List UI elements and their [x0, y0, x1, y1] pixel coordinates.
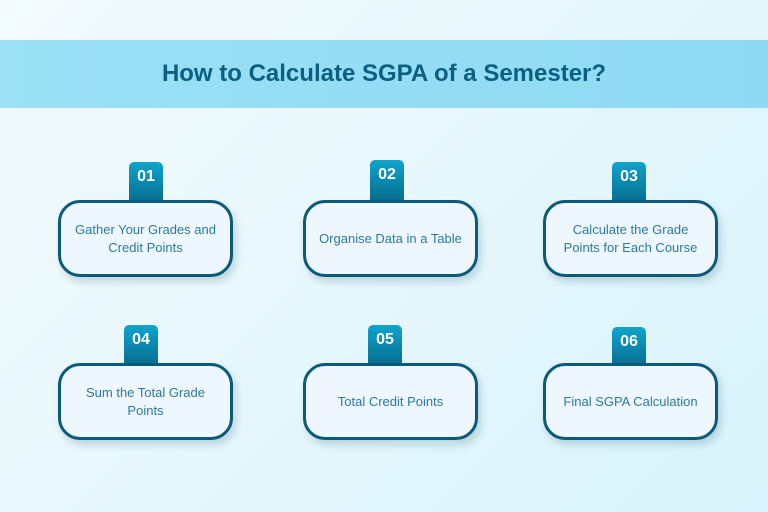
step-4 [58, 325, 233, 440]
page-title: How to Calculate SGPA of a Semester? [161, 60, 607, 87]
step-label: Organise Data in a Table [303, 200, 478, 277]
step-number: 04 [124, 325, 158, 369]
step-label: Gather Your Grades and Credit Points [58, 200, 233, 277]
step-5 [303, 325, 478, 440]
step-6 [543, 327, 718, 442]
step-number: 05 [368, 325, 402, 369]
step-number: 06 [612, 327, 646, 371]
step-label: Sum the Total Grade Points [58, 363, 233, 440]
step-number: 03 [612, 162, 646, 206]
step-label: Total Credit Points [303, 363, 478, 440]
step-2 [303, 160, 478, 275]
step-number: 01 [129, 162, 163, 206]
title-banner [0, 40, 768, 108]
step-number: 02 [370, 160, 404, 204]
step-1 [58, 162, 233, 277]
step-3 [543, 162, 718, 277]
step-label: Final SGPA Calculation [543, 363, 718, 440]
step-label: Calculate the Grade Points for Each Course [543, 200, 718, 277]
